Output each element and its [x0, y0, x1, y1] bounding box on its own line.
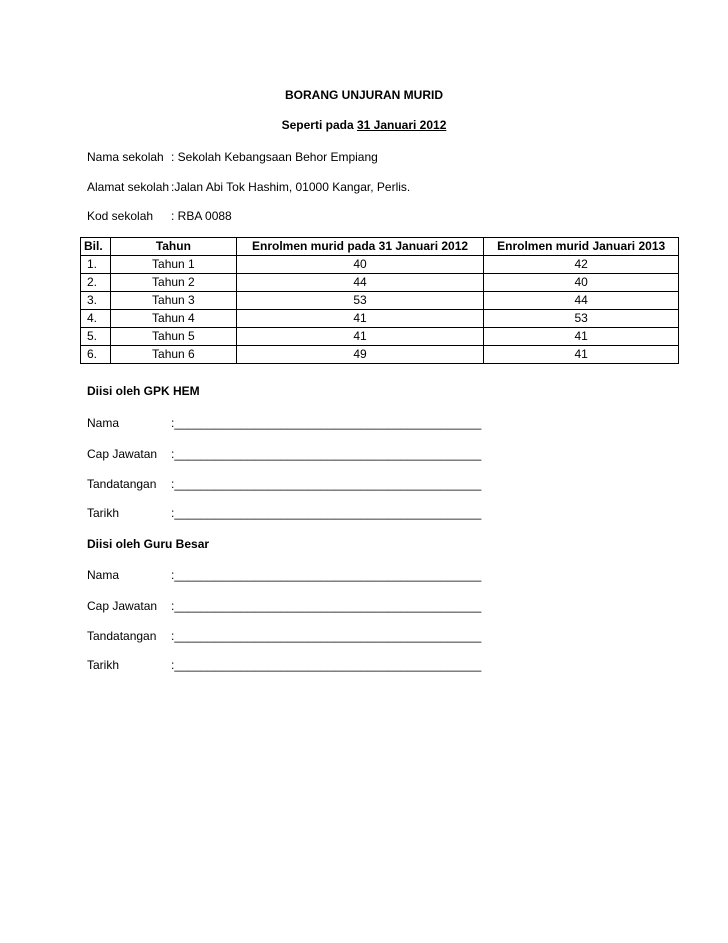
- cell-enrol-2012: 41: [236, 310, 484, 328]
- cell-enrol-2013: 53: [484, 310, 679, 328]
- subtitle-prefix: Seperti pada: [281, 118, 357, 132]
- field-label: Nama: [87, 568, 120, 582]
- cell-bil: 2.: [81, 274, 111, 292]
- table-row: [81, 292, 679, 310]
- school-code-line: [87, 209, 232, 223]
- cell-enrol-2012: 44: [236, 274, 484, 292]
- form-title: BORANG UNJURAN MURID: [285, 88, 443, 102]
- cell-bil: 4.: [81, 310, 111, 328]
- signature-line: :______________________________________________: [171, 599, 482, 613]
- cell-enrol-2013: 42: [484, 256, 679, 274]
- gb-section-heading: Diisi oleh Guru Besar: [87, 537, 210, 551]
- field-label: Tarikh: [87, 658, 120, 672]
- field-label: Nama: [87, 416, 120, 430]
- cell-tahun: Tahun 5: [110, 328, 236, 346]
- cell-enrol-2013: 40: [484, 274, 679, 292]
- school-name-line: [87, 150, 378, 164]
- col-header-enrol-2013: Enrolmen murid Januari 2013: [484, 238, 679, 256]
- signature-line: :______________________________________________: [171, 568, 482, 582]
- school-address-value: :Jalan Abi Tok Hashim, 01000 Kangar, Perlis.: [171, 180, 411, 194]
- cell-enrol-2013: 41: [484, 328, 679, 346]
- table-row: [81, 346, 679, 364]
- cell-tahun: Tahun 6: [110, 346, 236, 364]
- field-label: Cap Jawatan: [87, 447, 158, 461]
- cell-enrol-2012: 53: [236, 292, 484, 310]
- signature-line: :______________________________________________: [171, 629, 482, 643]
- school-address-line: [87, 180, 411, 194]
- signature-line: :______________________________________________: [171, 416, 482, 430]
- signature-line: :______________________________________________: [171, 477, 482, 491]
- cell-tahun: Tahun 3: [110, 292, 236, 310]
- signature-line: :______________________________________________: [171, 506, 482, 520]
- table-row: [81, 328, 679, 346]
- form-subtitle: [200, 118, 528, 132]
- cell-enrol-2012: 40: [236, 256, 484, 274]
- school-code-value: : RBA 0088: [171, 209, 232, 223]
- table-row: [81, 310, 679, 328]
- table-row: [81, 274, 679, 292]
- field-label: Tarikh: [87, 506, 120, 520]
- school-address-label: Alamat sekolah: [87, 180, 170, 194]
- signature-line: :______________________________________________: [171, 658, 482, 672]
- cell-enrol-2013: 44: [484, 292, 679, 310]
- cell-tahun: Tahun 4: [110, 310, 236, 328]
- signature-line: :______________________________________________: [171, 447, 482, 461]
- enrolment-table: [80, 237, 679, 364]
- school-name-value: : Sekolah Kebangsaan Behor Empiang: [171, 150, 378, 164]
- cell-tahun: Tahun 2: [110, 274, 236, 292]
- col-header-bil: Bil.: [81, 238, 111, 256]
- gpk-section-heading: Diisi oleh GPK HEM: [87, 384, 200, 398]
- subtitle-date: 31 Januari 2012: [356, 118, 447, 132]
- school-name-label: Nama sekolah: [87, 150, 164, 164]
- col-header-tahun: Tahun: [110, 238, 236, 256]
- cell-enrol-2012: 49: [236, 346, 484, 364]
- cell-tahun: Tahun 1: [110, 256, 236, 274]
- school-code-label: Kod sekolah: [87, 209, 154, 223]
- field-label: Cap Jawatan: [87, 599, 158, 613]
- cell-enrol-2012: 41: [236, 328, 484, 346]
- cell-bil: 1.: [81, 256, 111, 274]
- field-label: Tandatangan: [87, 477, 157, 491]
- field-label: Tandatangan: [87, 629, 157, 643]
- cell-bil: 3.: [81, 292, 111, 310]
- cell-enrol-2013: 41: [484, 346, 679, 364]
- table-row: [81, 256, 679, 274]
- cell-bil: 6.: [81, 346, 111, 364]
- col-header-enrol-2012: Enrolmen murid pada 31 Januari 2012: [236, 238, 484, 256]
- table-header-row: [81, 238, 679, 256]
- cell-bil: 5.: [81, 328, 111, 346]
